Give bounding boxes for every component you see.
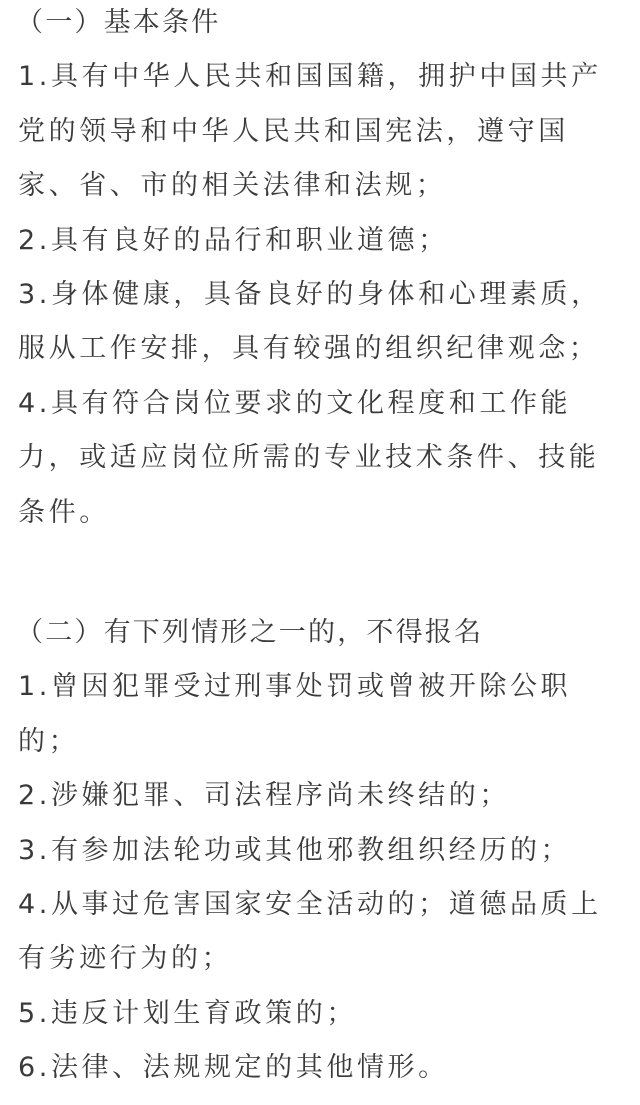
paragraph-line: 党的领导和中华人民共和国宪法，遵守国 bbox=[18, 115, 569, 147]
paragraph-line: 家、省、市的相关法律和法规； bbox=[18, 170, 447, 202]
paragraph-line: 的； bbox=[18, 725, 80, 757]
paragraph-line: 服从工作安排，具有较强的组织纪律观念； bbox=[18, 333, 600, 365]
paragraph-line: 有劣迹行为的； bbox=[18, 943, 233, 975]
paragraph-line: 力，或适应岗位所需的专业技术条件、技能 bbox=[18, 442, 600, 474]
section-heading: （二）有下列情形之一的，不得报名 bbox=[16, 617, 484, 648]
paragraph-line: 6.法律、法规规定的其他情形。 bbox=[18, 1052, 449, 1084]
paragraph-line: 1.具有中华人民共和国国籍，拥护中国共产 bbox=[18, 61, 602, 93]
section-basic-conditions bbox=[0, 0, 640, 544]
paragraph-line: 1.曾因犯罪受过刑事处罚或曾被开除公职 bbox=[18, 671, 572, 703]
paragraph-line: 2.涉嫌犯罪、司法程序尚未终结的； bbox=[18, 780, 510, 812]
paragraph-line: 3.有参加法轮功或其他邪教组织经历的； bbox=[18, 834, 572, 866]
section-heading: （一）基本条件 bbox=[16, 7, 221, 38]
paragraph-line: 5.违反计划生育政策的； bbox=[18, 997, 357, 1029]
section-disqualifications bbox=[0, 610, 640, 1100]
paragraph-line: 3.身体健康，具备良好的身体和心理素质， bbox=[18, 278, 602, 310]
paragraph-line: 2.具有良好的品行和职业道德； bbox=[18, 224, 449, 256]
paragraph-line: 4.从事过危害国家安全活动的；道德品质上 bbox=[18, 888, 602, 920]
paragraph-line: 条件。 bbox=[18, 496, 110, 528]
paragraph-line: 4.具有符合岗位要求的文化程度和工作能 bbox=[18, 387, 572, 419]
